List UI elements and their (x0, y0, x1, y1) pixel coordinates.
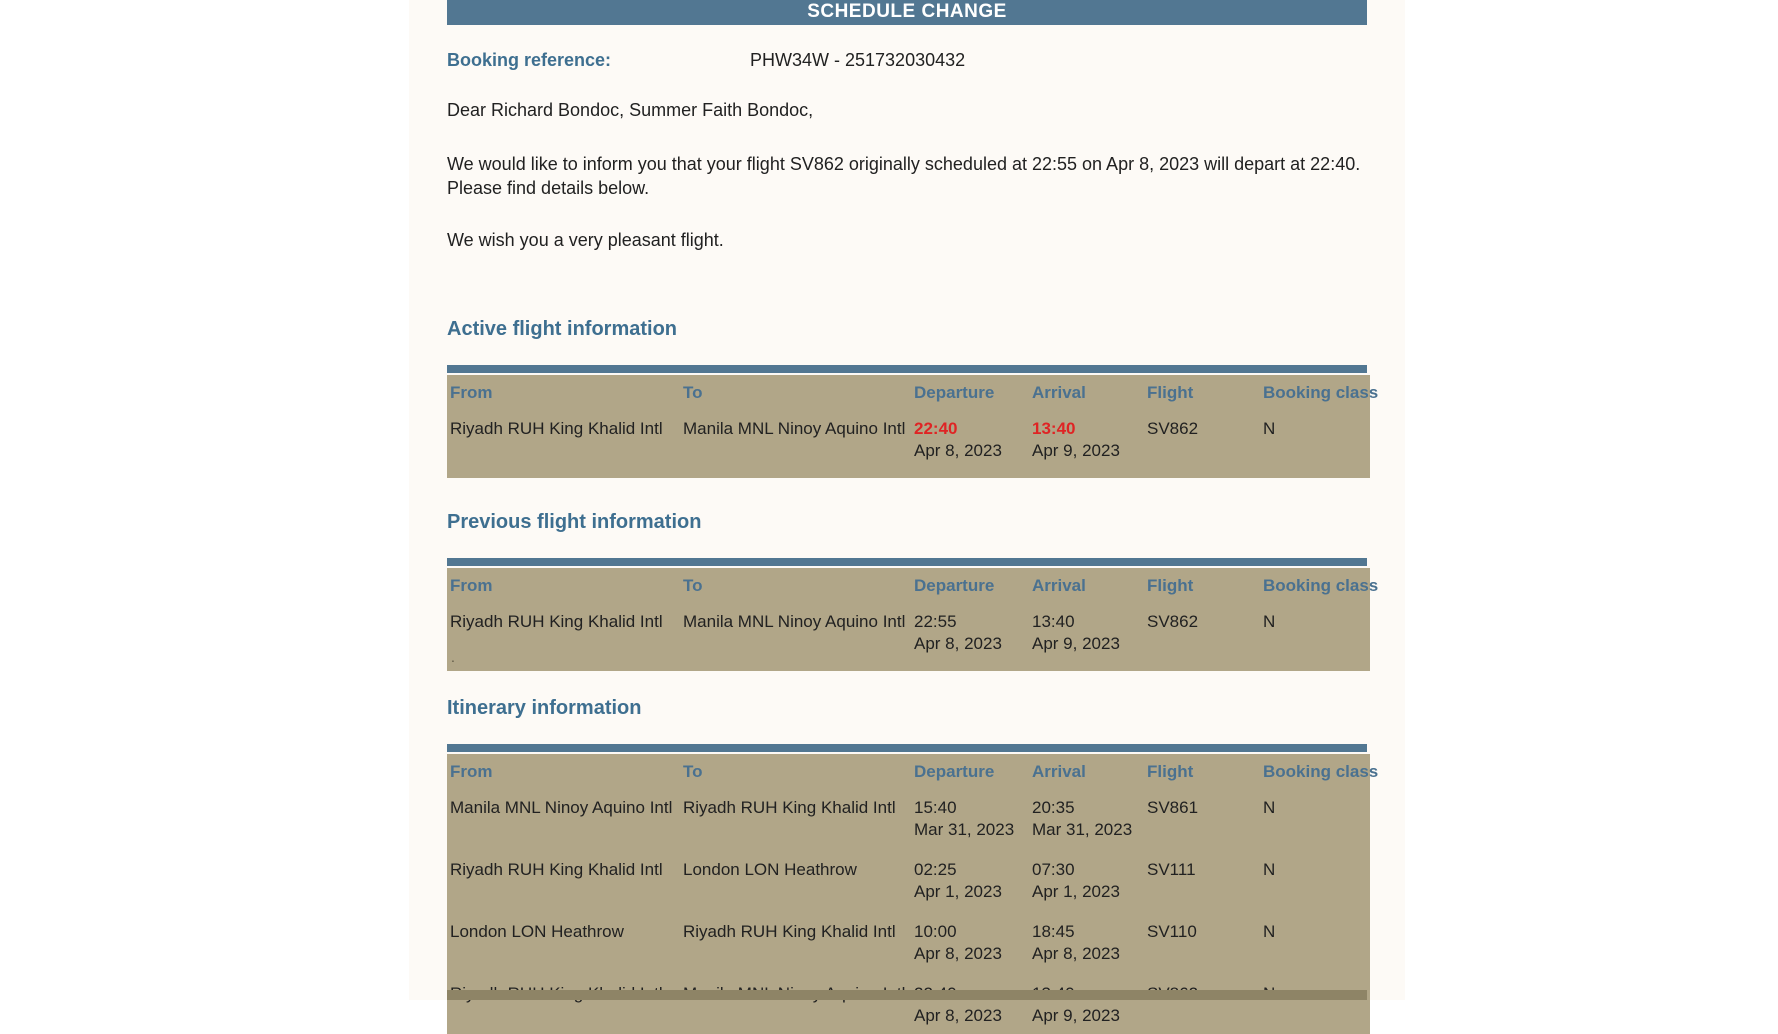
departure-time: 10:00 (914, 922, 957, 941)
table-header-row (447, 754, 1370, 786)
closing-text: We wish you a very pleasant flight. (447, 230, 724, 250)
column-header-from: From (450, 383, 493, 402)
to-airport: Manila MNL Ninoy Aquino Intl (683, 612, 906, 631)
from-cell (447, 910, 683, 972)
flight-section (447, 697, 1379, 1034)
to-cell (683, 407, 914, 478)
departure-cell (914, 600, 1032, 671)
from-cell (447, 600, 683, 671)
departure-time: 22:55 (914, 612, 957, 631)
departure-date: Apr 1, 2023 (914, 882, 1002, 901)
column-header-departure: Departure (914, 576, 995, 595)
column-header-arrival: Arrival (1032, 383, 1086, 402)
departure-cell (914, 848, 1032, 910)
arrival-date: Apr 8, 2023 (1032, 944, 1120, 963)
flight-number-cell (1147, 910, 1263, 972)
to-airport: Manila MNL Ninoy Aquino Intl (683, 419, 906, 438)
section-title: Previous flight information (447, 511, 702, 533)
from-cell (447, 407, 683, 478)
table-top-border (447, 558, 1367, 566)
departure-cell (914, 972, 1032, 1034)
from-cell (447, 848, 683, 910)
arrival-cell (1032, 407, 1147, 478)
arrival-time: 13:40 (1032, 419, 1076, 438)
section-title: Itinerary information (447, 697, 642, 719)
column-header-from: From (450, 576, 493, 595)
table-top-border (447, 744, 1367, 752)
column-header-from: From (450, 762, 493, 781)
from-airport: Riyadh RUH King Khalid Intl (450, 860, 663, 879)
flight-number: SV861 (1147, 798, 1199, 817)
booking-class: N (1263, 612, 1276, 631)
booking-class: N (1263, 419, 1276, 438)
departure-date: Apr 8, 2023 (914, 1006, 1002, 1025)
column-header-to: To (683, 762, 703, 781)
booking-reference-label: Booking reference: (447, 50, 612, 70)
column-header-departure: Departure (914, 762, 995, 781)
booking-class-cell (1263, 848, 1370, 910)
booking-reference-row (447, 50, 1367, 70)
column-header-booking-class: Booking class (1263, 762, 1379, 781)
departure-date: Apr 8, 2023 (914, 944, 1002, 963)
arrival-cell (1032, 786, 1147, 848)
booking-class: N (1263, 860, 1276, 879)
flight-number-cell (1147, 972, 1263, 1034)
flight-row (447, 972, 1370, 1034)
flight-row (447, 848, 1370, 910)
to-airport: Riyadh RUH King Khalid Intl (683, 798, 896, 817)
departure-date: Mar 31, 2023 (914, 820, 1015, 839)
arrival-time: 20:35 (1032, 798, 1075, 817)
departure-date: Apr 8, 2023 (914, 634, 1002, 653)
to-cell (683, 972, 914, 1034)
greeting-text: Dear Richard Bondoc, Summer Faith Bondoc, (447, 100, 814, 120)
flight-section (447, 318, 1379, 478)
stray-period-mark: . (451, 649, 455, 665)
schedule-change-message: We would like to inform you that your flight SV862 originally scheduled at 22:55 on Apr 8, 2023 will depart at 22:40. Please find details below. (447, 154, 1361, 198)
departure-time: 02:25 (914, 860, 957, 879)
booking-class: N (1263, 798, 1276, 817)
flight-row (447, 910, 1370, 972)
flight-number: SV862 (1147, 612, 1199, 631)
departure-cell (914, 910, 1032, 972)
arrival-cell (1032, 910, 1147, 972)
column-header-arrival: Arrival (1032, 762, 1086, 781)
column-header-to: To (683, 576, 703, 595)
column-header-flight: Flight (1147, 576, 1194, 595)
flight-number: SV110 (1147, 922, 1197, 941)
from-cell (447, 786, 683, 848)
column-header-booking-class: Booking class (1263, 383, 1379, 402)
arrival-date: Apr 1, 2023 (1032, 882, 1120, 901)
flight-table (447, 375, 1379, 478)
flight-number-cell (1147, 600, 1263, 671)
arrival-cell (1032, 972, 1147, 1034)
booking-reference-value: PHW34W - 251732030432 (750, 50, 966, 70)
flight-number-cell (1147, 848, 1263, 910)
flight-number-cell (1147, 786, 1263, 848)
to-airport: Riyadh RUH King Khalid Intl (683, 922, 896, 941)
flight-number-cell (1147, 407, 1263, 478)
arrival-date: Mar 31, 2023 (1032, 820, 1133, 839)
departure-time: 15:40 (914, 798, 957, 817)
table-bottom-divider (447, 990, 1367, 1000)
column-header-flight: Flight (1147, 383, 1194, 402)
banner-title: SCHEDULE CHANGE (807, 1, 1007, 22)
from-airport: Riyadh RUH King Khalid Intl (450, 612, 663, 631)
from-airport: London LON Heathrow (450, 922, 624, 941)
column-header-to: To (683, 383, 703, 402)
table-header-row (447, 375, 1370, 407)
arrival-cell (1032, 600, 1147, 671)
column-header-flight: Flight (1147, 762, 1194, 781)
flight-table (447, 568, 1379, 671)
to-cell (683, 600, 914, 671)
arrival-time: 07:30 (1032, 860, 1075, 879)
to-cell (683, 786, 914, 848)
column-header-departure: Departure (914, 383, 995, 402)
schedule-change-banner (447, 0, 1367, 25)
departure-cell (914, 407, 1032, 478)
email-body (409, 0, 1405, 1025)
arrival-date: Apr 9, 2023 (1032, 634, 1120, 653)
booking-class-cell (1263, 600, 1370, 671)
arrival-date: Apr 9, 2023 (1032, 441, 1120, 460)
to-cell (683, 910, 914, 972)
section-title: Active flight information (447, 318, 677, 340)
arrival-time: 18:45 (1032, 922, 1075, 941)
to-airport: London LON Heathrow (683, 860, 857, 879)
table-top-border (447, 365, 1367, 373)
from-airport: Riyadh RUH King Khalid Intl (450, 419, 663, 438)
flight-row (447, 600, 1370, 671)
flight-number: SV862 (1147, 419, 1199, 438)
flight-section (447, 511, 1379, 671)
flight-row (447, 407, 1370, 478)
flight-number: SV111 (1147, 860, 1196, 879)
booking-class-cell (1263, 910, 1370, 972)
booking-class-cell (1263, 972, 1370, 1034)
departure-date: Apr 8, 2023 (914, 441, 1002, 460)
departure-time: 22:40 (914, 419, 958, 438)
booking-class-cell (1263, 786, 1370, 848)
arrival-time: 13:40 (1032, 612, 1075, 631)
from-cell (447, 972, 683, 1034)
departure-cell (914, 786, 1032, 848)
from-airport: Manila MNL Ninoy Aquino Intl (450, 798, 673, 817)
column-header-arrival: Arrival (1032, 576, 1086, 595)
flight-row (447, 786, 1370, 848)
column-header-booking-class: Booking class (1263, 576, 1379, 595)
arrival-cell (1032, 848, 1147, 910)
to-cell (683, 848, 914, 910)
booking-class-cell (1263, 407, 1370, 478)
arrival-date: Apr 9, 2023 (1032, 1006, 1120, 1025)
booking-class: N (1263, 922, 1276, 941)
flight-sections (447, 318, 1379, 1034)
table-header-row (447, 568, 1370, 600)
